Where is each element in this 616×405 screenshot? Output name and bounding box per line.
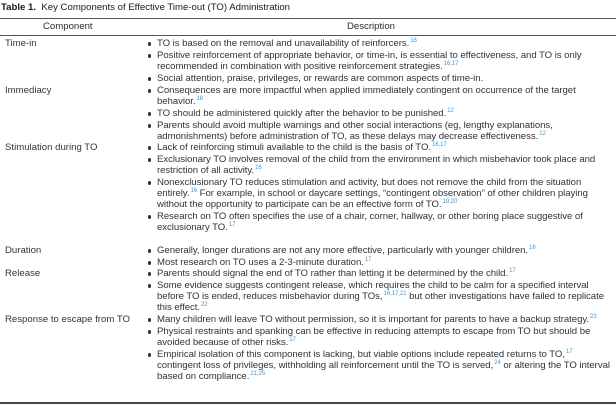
citation[interactable]: 16	[255, 165, 262, 171]
list-item: Positive reinforcement of appropriate behavior, or time-in, is essential to effectiveness, and TO is only recommended in combination with positive reinforcement strategies.$^{16,17}$	[148, 50, 616, 72]
list-item: Most research on TO uses a 2-3-minute duration.$^{17}$	[148, 257, 616, 268]
list-item: TO is based on the removal and unavailability of reinforcers.$^{16}$	[148, 38, 616, 49]
description-immediacy	[148, 85, 616, 143]
component-time-in: Time-in	[5, 38, 37, 49]
bullet-icon	[148, 146, 151, 149]
citation[interactable]: 23	[590, 314, 597, 320]
bullet-icon	[148, 249, 151, 252]
list-item: Nonexclusionary TO reduces stimulation and activity, but does not remove the child from the situation entirely.$^{16}$ For example, in school or daycare settings, “contingent observation” of other children playing without the opportunity to participate can be an effective form of TO.$^{19,20}$	[148, 177, 616, 211]
list-item: Lack of reinforcing stimuli available to the child is the basis of TO.$^{16,17}$	[148, 142, 616, 153]
description-duration	[148, 245, 616, 269]
bullet-icon	[148, 318, 151, 321]
citation[interactable]: 17	[565, 348, 573, 355]
header-rule	[0, 35, 616, 36]
citation[interactable]: 17	[509, 268, 516, 274]
bullet-icon	[148, 330, 151, 333]
bullet-icon	[148, 181, 151, 184]
list-item: Generally, longer durations are not any more effective, particularly with younger children.$^{16}$	[148, 245, 616, 256]
list-item: Parents should signal the end of TO rather than letting it be determined by the child.$^{17}$	[148, 268, 616, 279]
citation[interactable]: 16,17,21	[383, 291, 407, 297]
bullet-icon	[148, 272, 151, 275]
description-time-in	[148, 38, 616, 85]
table-title: Key Components of Effective Time-out (TO) Administration	[41, 2, 291, 13]
bullet-icon	[148, 284, 151, 287]
bullet-icon	[148, 215, 151, 218]
citation[interactable]: 16	[190, 188, 198, 194]
description-response-to-escape	[148, 314, 616, 383]
citation[interactable]: 16	[529, 245, 536, 251]
list-item: Social attention, praise, privileges, or rewards are common aspects of time-in.	[148, 73, 616, 84]
bullet-icon	[148, 42, 151, 45]
top-rule	[0, 18, 616, 19]
bullet-icon	[148, 353, 151, 356]
citation[interactable]: 17	[289, 337, 296, 343]
component-response-to-escape: Response to escape from TO	[5, 314, 130, 325]
citation[interactable]: 17	[364, 256, 372, 263]
header-component: Component	[43, 21, 93, 32]
citation[interactable]: 16,17	[431, 142, 447, 148]
list-item: Exclusionary TO involves removal of the child from the environment in which misbehavior took place and restriction of all activity.$^{16}$	[148, 154, 616, 176]
citation[interactable]: 18	[196, 96, 204, 103]
bullet-icon	[148, 89, 151, 92]
list-item: TO should be administered quickly after the behavior to be punished.$^{12}$	[148, 108, 616, 119]
citation[interactable]: 16	[410, 38, 417, 44]
list-item: Empirical isolation of this component is lacking, but viable options include repeated returns to TO,$^{17}$ contingent loss of privileges, withholding all reinforcement until the TO is served,$^{24}$ or altering the TO interval based on compliance.$^{21,25}$	[148, 349, 616, 383]
citation[interactable]: 24	[494, 360, 501, 366]
list-item: Parents should avoid multiple warnings and other social interactions (eg, lengthy explanations, admonishments) before administration of TO, as these delays may decrease effectiveness.$^{12}$	[148, 120, 616, 142]
bullet-icon	[148, 112, 151, 115]
list-item: Many children will leave TO without permission, so it is important for parents to have a backup strategy.$^{23}$	[148, 314, 616, 325]
list-item: Some evidence suggests contingent release, which requires the child to be calm for a specified interval before TO is ended, reduces misbehavior during TOs,$^{16,17,21}$ but other investigations have failed to replicate this effect.$^{22}$	[148, 280, 616, 314]
citation[interactable]: 21,25	[250, 371, 266, 378]
citation[interactable]: 12	[539, 131, 546, 137]
description-stimulation-during-to	[148, 142, 616, 234]
list-item: Research on TO often specifies the use of a chair, corner, hallway, or other boring place suggestive of exclusionary TO.$^{17}$	[148, 211, 616, 233]
citation[interactable]: 19,20	[442, 199, 458, 206]
citation[interactable]: 16,17	[443, 61, 459, 67]
list-item: Physical restraints and spanking can be effective in reducing attempts to escape from TO but should be avoided because of other risks.$^{17}$	[148, 326, 616, 348]
table-caption	[1, 2, 290, 14]
component-stimulation-during-to: Stimulation during TO	[5, 142, 98, 153]
citation[interactable]: 12	[447, 108, 454, 114]
bullet-icon	[148, 158, 151, 161]
bullet-icon	[148, 54, 151, 57]
bullet-icon	[148, 124, 151, 127]
bullet-icon	[148, 261, 151, 264]
citation[interactable]: 17	[228, 222, 236, 229]
component-release: Release	[5, 268, 41, 279]
bullet-icon	[148, 77, 151, 80]
bottom-rule	[0, 402, 616, 404]
citation[interactable]: 22	[200, 302, 208, 309]
list-item: Consequences are more impactful when applied immediately contingent on occurrence of the target behavior.$^{18}$	[148, 85, 616, 107]
component-immediacy: Immediacy	[5, 85, 52, 96]
description-release	[148, 268, 616, 314]
component-duration: Duration	[5, 245, 42, 256]
header-description: Description	[347, 21, 395, 32]
table-label: Table 1.	[1, 2, 37, 13]
